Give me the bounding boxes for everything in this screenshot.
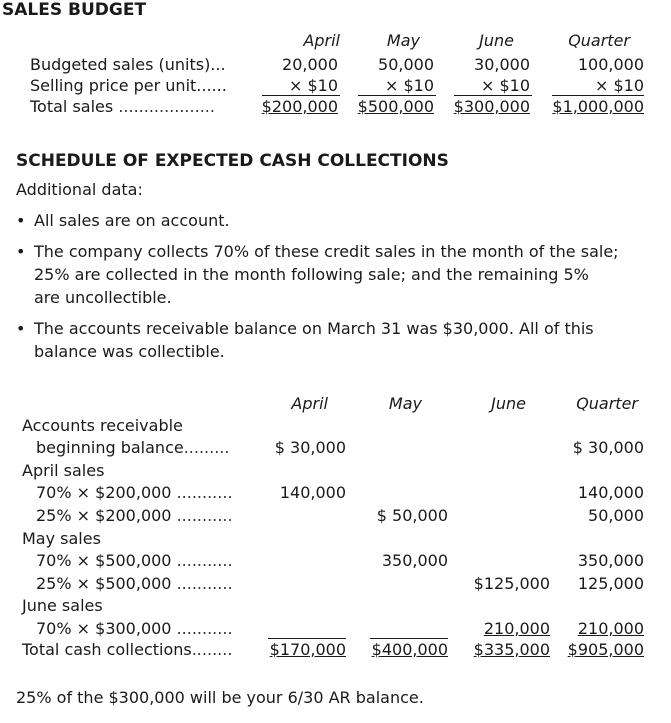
cc-col-may: May bbox=[388, 394, 422, 413]
total-april: $170,000 bbox=[269, 640, 346, 659]
sb-col-may: May bbox=[386, 31, 420, 50]
apr25-quarter: 50,000 bbox=[588, 506, 644, 525]
may25-quarter: 125,000 bbox=[577, 574, 644, 593]
sb-col-quarter: Quarter bbox=[568, 31, 630, 50]
june-sales-heading: June sales bbox=[22, 596, 103, 615]
cc-rule-april bbox=[268, 638, 346, 639]
bullet-2-line-2: 25% are collected in the month following sale; and the remaining 5% bbox=[34, 265, 589, 284]
bullet-dot-1: • bbox=[16, 211, 26, 230]
may70-label: 70% × $500,000 ........... bbox=[36, 551, 233, 570]
total-may: $400,000 bbox=[371, 640, 448, 659]
may25-june: $125,000 bbox=[473, 574, 550, 593]
schedule-title: SCHEDULE OF EXPECTED CASH COLLECTIONS bbox=[16, 151, 449, 171]
sb-price-april: × $10 bbox=[288, 76, 338, 95]
sb-price-may: × $10 bbox=[384, 76, 434, 95]
sb-col-april: April bbox=[303, 31, 340, 50]
sb-rule-quarter bbox=[552, 95, 644, 96]
ar-label-line-1: Accounts receivable bbox=[22, 416, 183, 435]
cc-col-june: June bbox=[491, 394, 526, 413]
sb-units-may: 50,000 bbox=[378, 55, 434, 74]
may-sales-heading: May sales bbox=[22, 529, 101, 548]
cc-col-april: April bbox=[291, 394, 328, 413]
sb-row-total-label: Total sales ................... bbox=[30, 97, 215, 116]
ar-balance-note: 25% of the $300,000 will be your 6/30 AR balance. bbox=[16, 688, 424, 707]
sb-rule-june bbox=[454, 95, 532, 96]
additional-data-label: Additional data: bbox=[16, 180, 143, 199]
jun70-quarter: 210,000 bbox=[577, 619, 644, 638]
sb-col-june: June bbox=[479, 31, 514, 50]
ar-quarter: $ 30,000 bbox=[572, 438, 644, 457]
bullet-2-line-3: are uncollectible. bbox=[34, 288, 172, 307]
sales-budget-title: SALES BUDGET bbox=[2, 0, 147, 20]
bullet-1-text: All sales are on account. bbox=[34, 211, 230, 230]
sb-units-april: 20,000 bbox=[282, 55, 338, 74]
apr25-label: 25% × $200,000 ........... bbox=[36, 506, 233, 525]
ar-label-line-2: beginning balance......... bbox=[36, 438, 230, 457]
ar-april: $ 30,000 bbox=[274, 438, 346, 457]
total-label: Total cash collections........ bbox=[22, 640, 233, 659]
bullet-3-line-2: balance was collectible. bbox=[34, 342, 225, 361]
jun70-june: 210,000 bbox=[483, 619, 550, 638]
may70-quarter: 350,000 bbox=[577, 551, 644, 570]
sb-price-quarter: × $10 bbox=[594, 76, 644, 95]
total-june: $335,000 bbox=[473, 640, 550, 659]
apr70-label: 70% × $200,000 ........... bbox=[36, 483, 233, 502]
bullet-2-line-1: The company collects 70% of these credit sales in the month of the sale; bbox=[34, 242, 619, 261]
may70-may: 350,000 bbox=[381, 551, 448, 570]
total-quarter: $905,000 bbox=[567, 640, 644, 659]
sb-rule-april bbox=[262, 95, 340, 96]
sb-rule-may bbox=[358, 95, 436, 96]
bullet-dot-3: • bbox=[16, 319, 26, 338]
cc-col-quarter: Quarter bbox=[576, 394, 638, 413]
sb-row-price-label: Selling price per unit...... bbox=[30, 76, 227, 95]
sb-total-april: $200,000 bbox=[261, 97, 338, 116]
apr70-quarter: 140,000 bbox=[577, 483, 644, 502]
apr70-april: 140,000 bbox=[279, 483, 346, 502]
sb-total-quarter: $1,000,000 bbox=[552, 97, 644, 116]
apr25-may: $ 50,000 bbox=[376, 506, 448, 525]
april-sales-heading: April sales bbox=[22, 461, 105, 480]
sb-total-june: $300,000 bbox=[453, 97, 530, 116]
sb-units-june: 30,000 bbox=[474, 55, 530, 74]
sb-units-quarter: 100,000 bbox=[577, 55, 644, 74]
bullet-3-line-1: The accounts receivable balance on March 31 was $30,000. All of this bbox=[34, 319, 594, 338]
sb-total-may: $500,000 bbox=[357, 97, 434, 116]
sb-row-units-label: Budgeted sales (units)... bbox=[30, 55, 226, 74]
bullet-dot-2: • bbox=[16, 242, 26, 261]
jun70-label: 70% × $300,000 ........... bbox=[36, 619, 233, 638]
sb-price-june: × $10 bbox=[480, 76, 530, 95]
cc-rule-may bbox=[370, 638, 448, 639]
may25-label: 25% × $500,000 ........... bbox=[36, 574, 233, 593]
